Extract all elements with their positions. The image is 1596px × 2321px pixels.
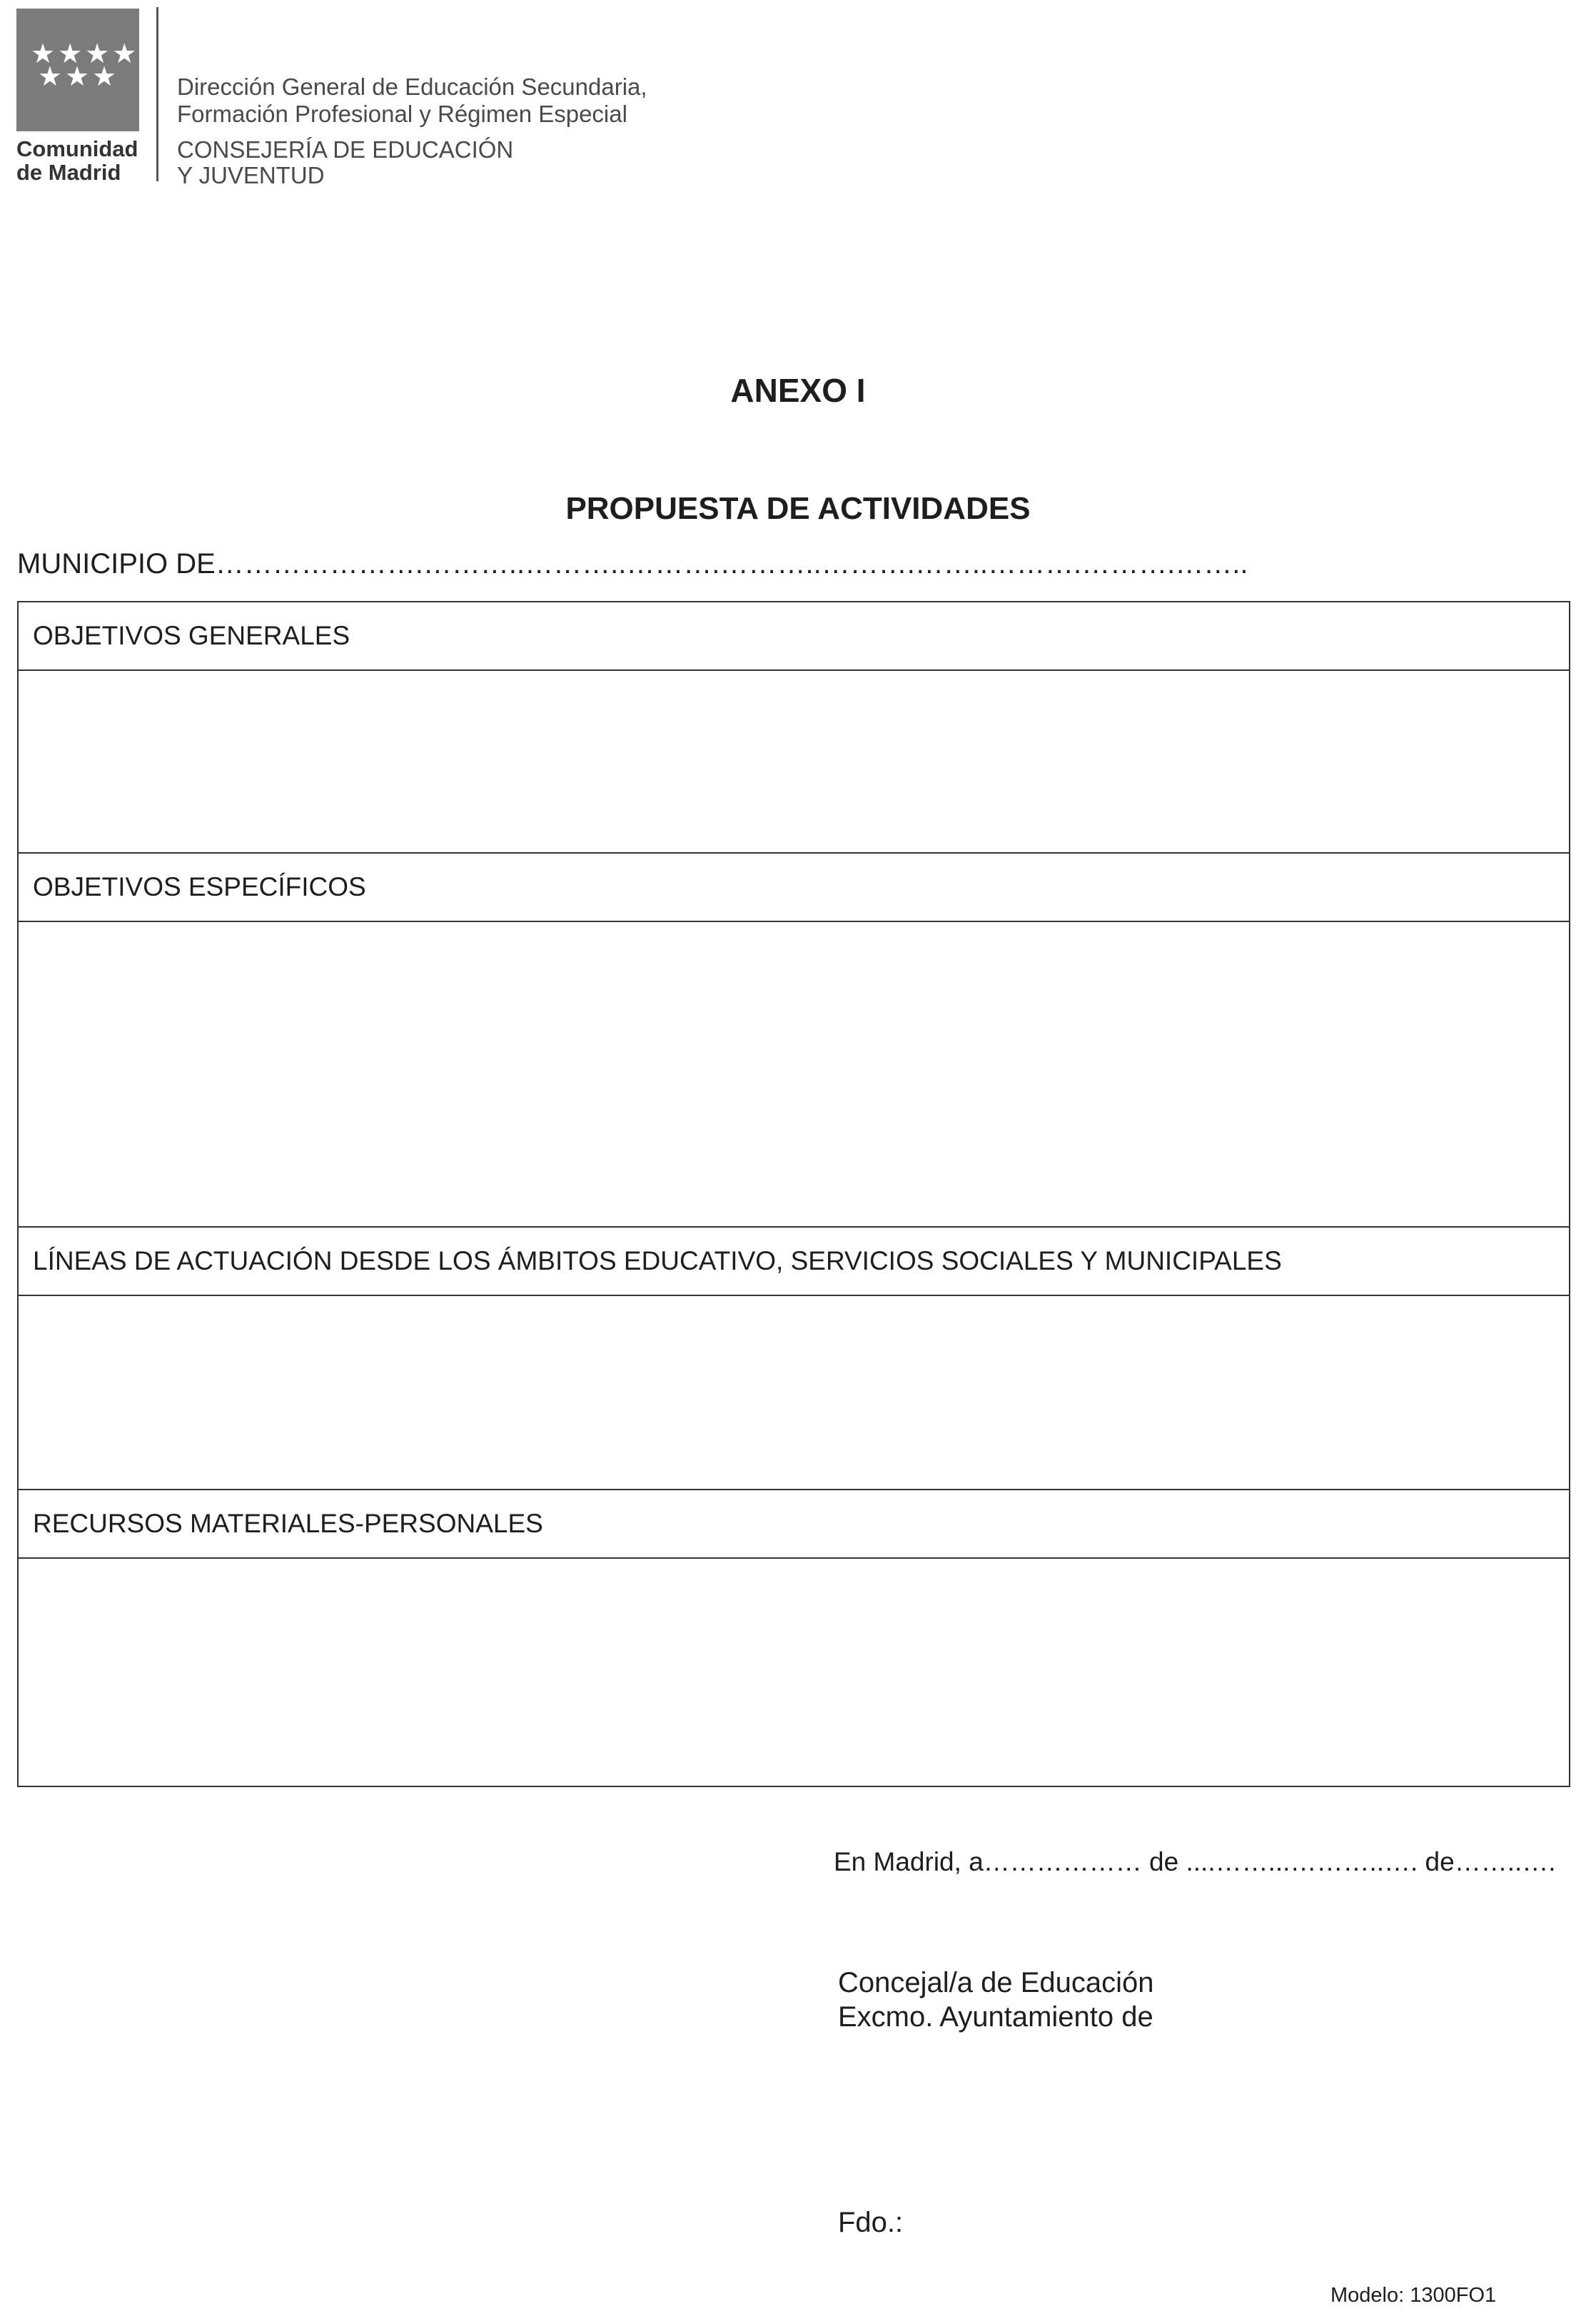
model-code: Modelo: 1300FO1 <box>1330 2284 1497 2307</box>
municipio-field[interactable]: MUNICIPIO DE………………….………..………..……….………..……….……..……….……….…….. <box>17 548 1248 580</box>
action-lines-area[interactable] <box>19 1296 1569 1490</box>
section-header-resources: RECURSOS MATERIALES-PERSONALES <box>19 1489 1569 1559</box>
ministry-name: CONSEJERÍA DE EDUCACIÓN Y JUVENTUD <box>177 136 514 188</box>
stars-icon: ★★★★ ★★★ <box>31 39 140 92</box>
resources-area[interactable] <box>19 1559 1569 1786</box>
logo-name: Comunidad de Madrid <box>16 136 138 185</box>
general-objectives-area[interactable] <box>19 671 1569 854</box>
section-header-specific-objectives: OBJETIVOS ESPECÍFICOS <box>19 852 1569 922</box>
department-line-1: Dirección General de Educación Secundaria, <box>177 74 647 100</box>
specific-objectives-area[interactable] <box>19 922 1569 1226</box>
signer-organization: Excmo. Ayuntamiento de <box>838 2001 1153 2033</box>
activities-form <box>17 601 1570 1787</box>
department-line-2: Formación Profesional y Régimen Especial <box>177 101 627 127</box>
header-divider <box>156 7 158 181</box>
place-date-line[interactable]: En Madrid, a……………… de ....……...………..…. de……..…. <box>834 1847 1556 1876</box>
signature-label: Fdo.: <box>838 2207 904 2238</box>
form-title: PROPUESTA DE ACTIVIDADES <box>565 491 1031 526</box>
section-header-action-lines: LÍNEAS DE ACTUACIÓN DESDE LOS ÁMBITOS EDUCATIVO, SERVICIOS SOCIALES Y MUNICIPALES <box>19 1226 1569 1296</box>
section-header-general-objectives: OBJETIVOS GENERALES <box>19 602 1569 671</box>
annex-title: ANEXO I <box>730 372 866 409</box>
signer-title: Concejal/a de Educación <box>838 1967 1154 1998</box>
logo-emblem <box>16 9 139 131</box>
